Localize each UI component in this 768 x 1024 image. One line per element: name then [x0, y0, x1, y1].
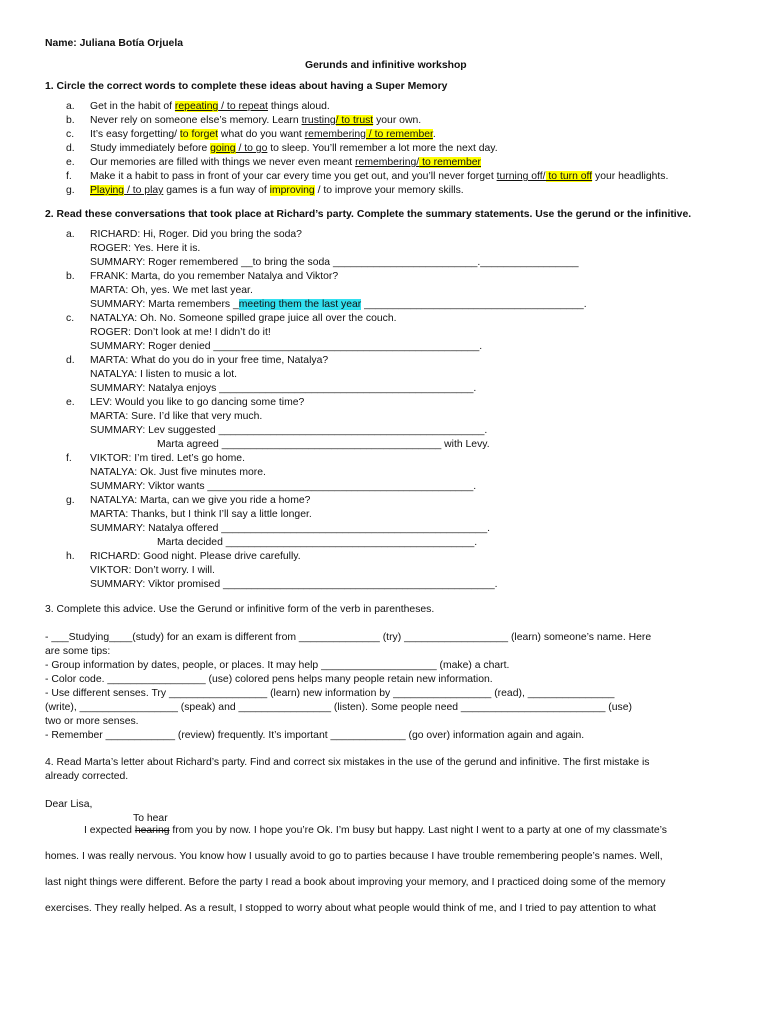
summary-fragment: SUMMARY: Marta remembers _: [90, 299, 239, 310]
advice-line[interactable]: - Group information by dates, people, or places. It may help ____________________ (make) a chart.: [45, 660, 510, 671]
conversation-letter: b.: [66, 271, 75, 282]
summary-line[interactable]: SUMMARY: Lev suggested ______________________________________________.: [90, 425, 488, 436]
summary-fragment: meeting them the last year: [238, 299, 362, 310]
item-text: [90, 143, 498, 154]
summary-line[interactable]: SUMMARY: Viktor promised _______________________________________________.: [90, 579, 498, 590]
item-letter: c.: [66, 129, 75, 140]
dialogue-line: MARTA: Sure. I’d like that very much.: [90, 411, 263, 422]
dialogue-line: RICHARD: Good night. Please drive carefully.: [90, 551, 301, 562]
item-letter: d.: [66, 143, 75, 154]
item-fragment: Make it a habit to pass in front of your car every time you get out, and you’ll never forget: [90, 171, 497, 182]
summary-line[interactable]: SUMMARY: Viktor wants ______________________________________________.: [90, 481, 477, 492]
item-letter: b.: [66, 115, 75, 126]
dialogue-line: VIKTOR: Don’t worry. I will.: [90, 565, 215, 576]
advice-line[interactable]: - Color code. _________________ (use) colored pens helps many people retain new information.: [45, 674, 493, 685]
item-fragment: to forget: [179, 129, 219, 140]
dialogue-line: FRANK: Marta, do you remember Natalya and Viktor?: [90, 271, 339, 282]
section-2-heading: 2. Read these conversations that took place at Richard’s party. Complete the summary statements. Use the gerund or the infinitive.: [45, 209, 692, 220]
dialogue-line: MARTA: Oh, yes. We met last year.: [90, 285, 253, 296]
letter-line: last night things were different. Before the party I read a book about improving your memory, and I practiced doing some of the memory: [45, 877, 666, 888]
item-letter: g.: [66, 185, 75, 196]
item-letter: f.: [66, 171, 72, 182]
conversation-letter: d.: [66, 355, 75, 366]
item-fragment: turning off/: [496, 171, 546, 182]
letter-correction: To hear: [133, 813, 168, 824]
dialogue-line: NATALYA: Ok. Just five minutes more.: [90, 467, 266, 478]
dialogue-line: NATALYA: Oh. No. Someone spilled grape juice all over the couch.: [90, 313, 397, 324]
item-text: [90, 115, 421, 126]
item-letter: e.: [66, 157, 75, 168]
summary-line[interactable]: SUMMARY: Roger denied ______________________________________________.: [90, 341, 483, 352]
worksheet-title: Gerunds and infinitive workshop: [305, 60, 467, 71]
conversation-letter: c.: [66, 313, 75, 324]
item-fragment: Never rely on someone else’s memory. Learn: [90, 115, 302, 126]
item-fragment: / to go: [235, 143, 268, 154]
item-fragment: Study immediately before: [90, 143, 211, 154]
item-letter: a.: [66, 101, 75, 112]
item-fragment: your headlights.: [592, 171, 669, 182]
section-3-heading: 3. Complete this advice. Use the Gerund or infinitive form of the verb in parentheses.: [45, 604, 435, 615]
item-fragment: to remember: [419, 157, 481, 168]
item-fragment: .: [432, 129, 436, 140]
advice-line[interactable]: - ___Studying____(study) for an exam is different from ______________ (try) __________________ (learn) someone’s name. Here: [45, 632, 652, 643]
section-1-heading: 1. Circle the correct words to complete these ideas about having a Super Memory: [45, 81, 448, 92]
advice-line[interactable]: - Remember ____________ (review) frequently. It’s important _____________ (go over) information again and again.: [45, 730, 585, 741]
conversation-letter: g.: [66, 495, 75, 506]
advice-line[interactable]: two or more senses.: [45, 716, 139, 727]
advice-line[interactable]: - Use different senses. Try _________________ (learn) new information by _________________ (read), _______________: [45, 688, 615, 699]
section-4-heading-line2: already corrected.: [45, 771, 129, 782]
summary-fragment: ______________________________________.: [361, 299, 587, 310]
item-fragment: Our memories are filled with things we never even meant: [90, 157, 356, 168]
item-fragment: improving: [269, 185, 315, 196]
item-fragment: Playing: [90, 185, 125, 196]
item-fragment: to turn off: [545, 171, 593, 182]
dialogue-line: ROGER: Don’t look at me! I didn’t do it!: [90, 327, 271, 338]
letter-text: I expected: [84, 825, 135, 836]
item-fragment: / to remember: [365, 129, 433, 140]
summary-line[interactable]: SUMMARY: Natalya enjoys ____________________________________________.: [90, 383, 477, 394]
letter-text: from you by now. I hope you’re Ok. I’m busy but happy. Last night I went to a party at one of my classmate’s: [169, 825, 667, 836]
item-fragment: / to repeat: [218, 101, 268, 112]
item-fragment: games is a fun way of: [163, 185, 270, 196]
conversation-letter: f.: [66, 453, 72, 464]
letter-salutation: Dear Lisa,: [45, 799, 93, 810]
dialogue-line: ROGER: Yes. Here it is.: [90, 243, 201, 254]
item-text: [90, 185, 464, 196]
conversation-letter: e.: [66, 397, 75, 408]
item-fragment: Get in the habit of: [90, 101, 175, 112]
item-fragment: / to play: [124, 185, 164, 196]
letter-line: [84, 825, 667, 836]
item-text: [90, 157, 481, 168]
dialogue-line: LEV: Would you like to go dancing some time?: [90, 397, 305, 408]
letter-line: homes. I was really nervous. You know how I usually avoid to go to parties because I have trouble remembering people’s names. Well,: [45, 851, 663, 862]
advice-line[interactable]: (write), _________________ (speak) and ________________ (listen). Some people need _________________________ (use): [45, 702, 632, 713]
section-4-heading-line1: 4. Read Marta’s letter about Richard’s party. Find and correct six mistakes in the use of the gerund and infinitive. The first mistake is: [45, 757, 650, 768]
letter-struck-word: hearing: [134, 825, 170, 836]
dialogue-line: RICHARD: Hi, Roger. Did you bring the soda?: [90, 229, 302, 240]
item-fragment: trusting: [301, 115, 336, 126]
conversation-letter: h.: [66, 551, 75, 562]
summary-line[interactable]: Marta agreed ______________________________________ with Levy.: [157, 439, 490, 450]
item-fragment: / to trust: [335, 115, 374, 126]
dialogue-line: VIKTOR: I’m tired. Let’s go home.: [90, 453, 245, 464]
letter-line: exercises. They really helped. As a result, I stopped to worry about what people would think of me, and I tried to pay attention to what: [45, 903, 656, 914]
item-text: [90, 101, 330, 112]
item-fragment: / to improve your memory skills.: [314, 185, 464, 196]
item-text: [90, 129, 436, 140]
item-fragment: remembering: [304, 129, 366, 140]
dialogue-line: MARTA: Thanks, but I think I’ll say a little longer.: [90, 509, 312, 520]
item-fragment: It’s easy forgetting/: [90, 129, 180, 140]
summary-line[interactable]: SUMMARY: Roger remembered __to bring the soda _________________________._________________: [90, 257, 579, 268]
dialogue-line: NATALYA: I listen to music a lot.: [90, 369, 238, 380]
dialogue-line: MARTA: What do you do in your free time, Natalya?: [90, 355, 329, 366]
summary-answer-line[interactable]: [90, 299, 587, 310]
item-fragment: your own.: [373, 115, 422, 126]
item-fragment: repeating: [174, 101, 219, 112]
advice-line[interactable]: are some tips:: [45, 646, 111, 657]
conversation-letter: a.: [66, 229, 75, 240]
student-name: Name: Juliana Botía Orjuela: [45, 38, 184, 49]
item-fragment: going: [210, 143, 236, 154]
dialogue-line: NATALYA: Marta, can we give you ride a home?: [90, 495, 311, 506]
summary-line[interactable]: SUMMARY: Natalya offered ______________________________________________.: [90, 523, 490, 534]
item-text: [90, 171, 668, 182]
summary-line[interactable]: Marta decided ___________________________________________.: [157, 537, 478, 548]
item-fragment: things aloud.: [267, 101, 330, 112]
item-fragment: to sleep. You’ll remember a lot more the next day.: [267, 143, 498, 154]
item-fragment: what do you want: [218, 129, 305, 140]
item-fragment: remembering/: [355, 157, 420, 168]
